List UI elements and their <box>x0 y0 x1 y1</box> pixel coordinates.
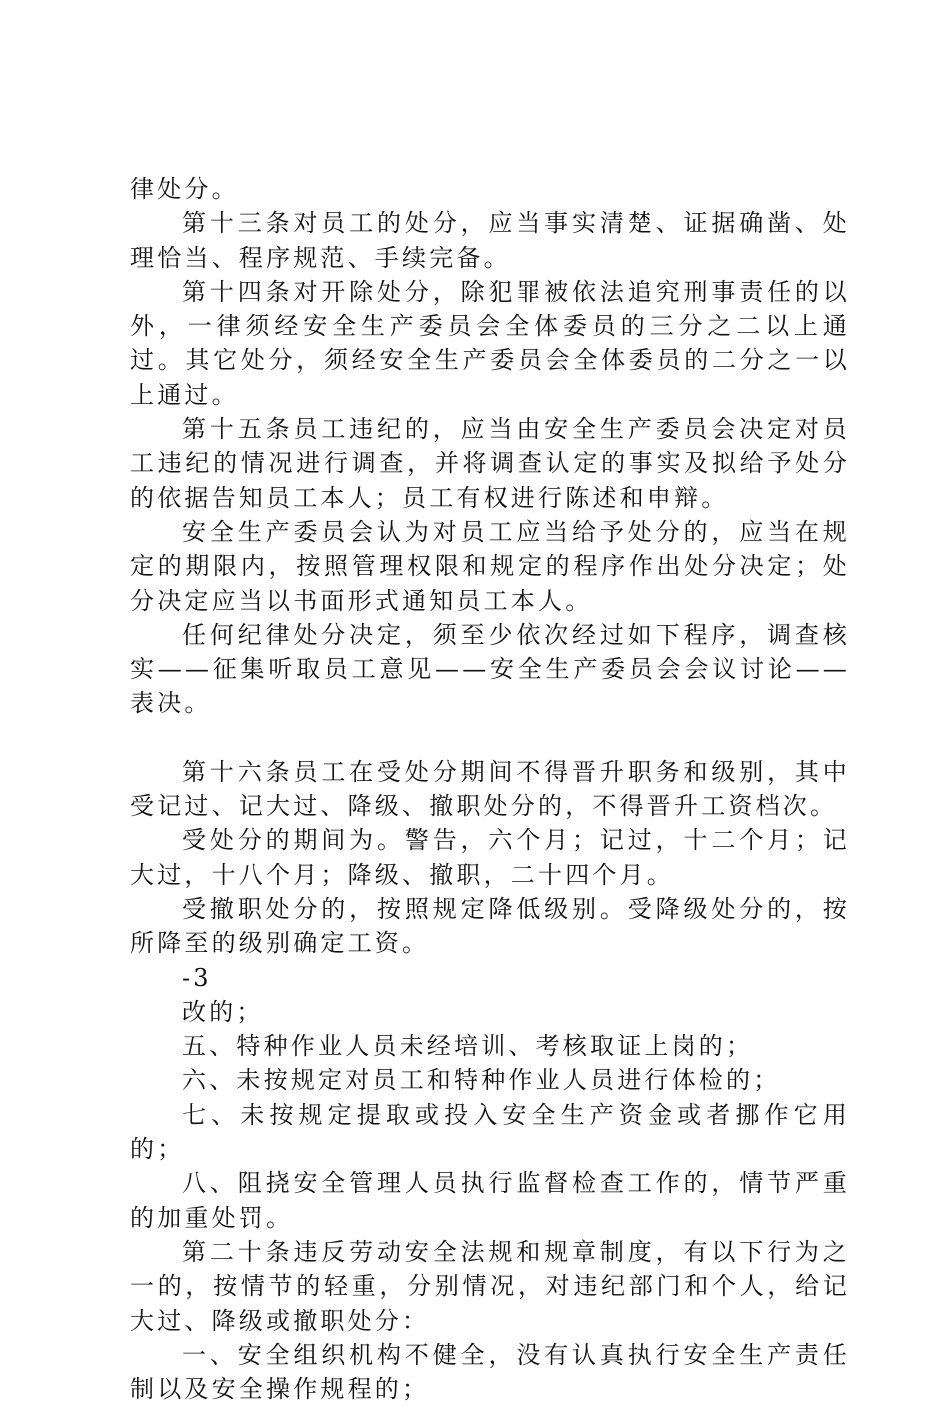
paragraph-procedure: 任何纪律处分决定，须至少依次经过如下程序，调查核实——征集听取员工意见——安全生产委员会会议讨论——表决。 <box>130 620 850 718</box>
paragraph-article-15: 第十五条员工违纪的，应当由安全生产委员会决定对员工违纪的情况进行调查，并将调查认定的事实及拟给予处分的依据告知员工本人；员工有权进行陈述和申辩。 <box>130 415 850 512</box>
paragraph-article-20: 第二十条违反劳动安全法规和规章制度，有以下行为之一的，按情节的轻重，分别情况，对违纪部门和个人，给记大过、降级或撤职处分： <box>130 1237 850 1335</box>
list-item-1: 一、安全组织机构不健全，没有认真执行安全生产责任制以及安全操作规程的； <box>130 1340 850 1404</box>
paragraph-continuation: 律处分。 <box>130 175 239 203</box>
document-body <box>130 172 850 1406</box>
paragraph-demotion: 受撤职处分的，按照规定降低级别。受降级处分的，按所降至的级别确定工资。 <box>130 894 850 958</box>
paragraph-article-16: 第十六条员工在受处分期间不得晋升职务和级别，其中受记过、记大过、降级、撤职处分的，不得晋升工资档次。 <box>130 757 850 821</box>
paragraph-committee-decision: 安全生产委员会认为对员工应当给予处分的，应当在规定的期限内，按照管理权限和规定的程序作出处分决定；处分决定应当以书面形式通知员工本人。 <box>130 517 850 615</box>
page-number: -3 <box>182 963 212 992</box>
paragraph-penalty-period: 受处分的期间为。警告，六个月；记过，十二个月；记大过，十八个月；降级、撤职，二十四个月。 <box>130 826 850 889</box>
list-item-5: 五、特种作业人员未经培训、考核取证上岗的； <box>182 1032 754 1061</box>
list-item-8: 八、阻挠安全管理人员执行监督检查工作的，情节严重的加重处罚。 <box>130 1169 850 1232</box>
paragraph-article-13: 第十三条对员工的处分，应当事实清楚、证据确凿、处理恰当、程序规范、手续完备。 <box>130 209 850 272</box>
paragraph-fragment: 改的； <box>182 997 264 1026</box>
list-item-6: 六、未按规定对员工和特种作业人员进行体检的； <box>182 1066 781 1095</box>
paragraph-article-14: 第十四条对开除处分，除犯罪被依法追究刑事责任的以外，一律须经安全生产委员会全体委员的三分之二以上通过。其它处分，须经安全生产委员会全体委员的二分之一以上通过。 <box>130 277 850 409</box>
list-item-7: 七、未按规定提取或投入安全生产资金或者挪作它用的； <box>130 1100 850 1164</box>
paragraph-gap <box>130 721 850 755</box>
